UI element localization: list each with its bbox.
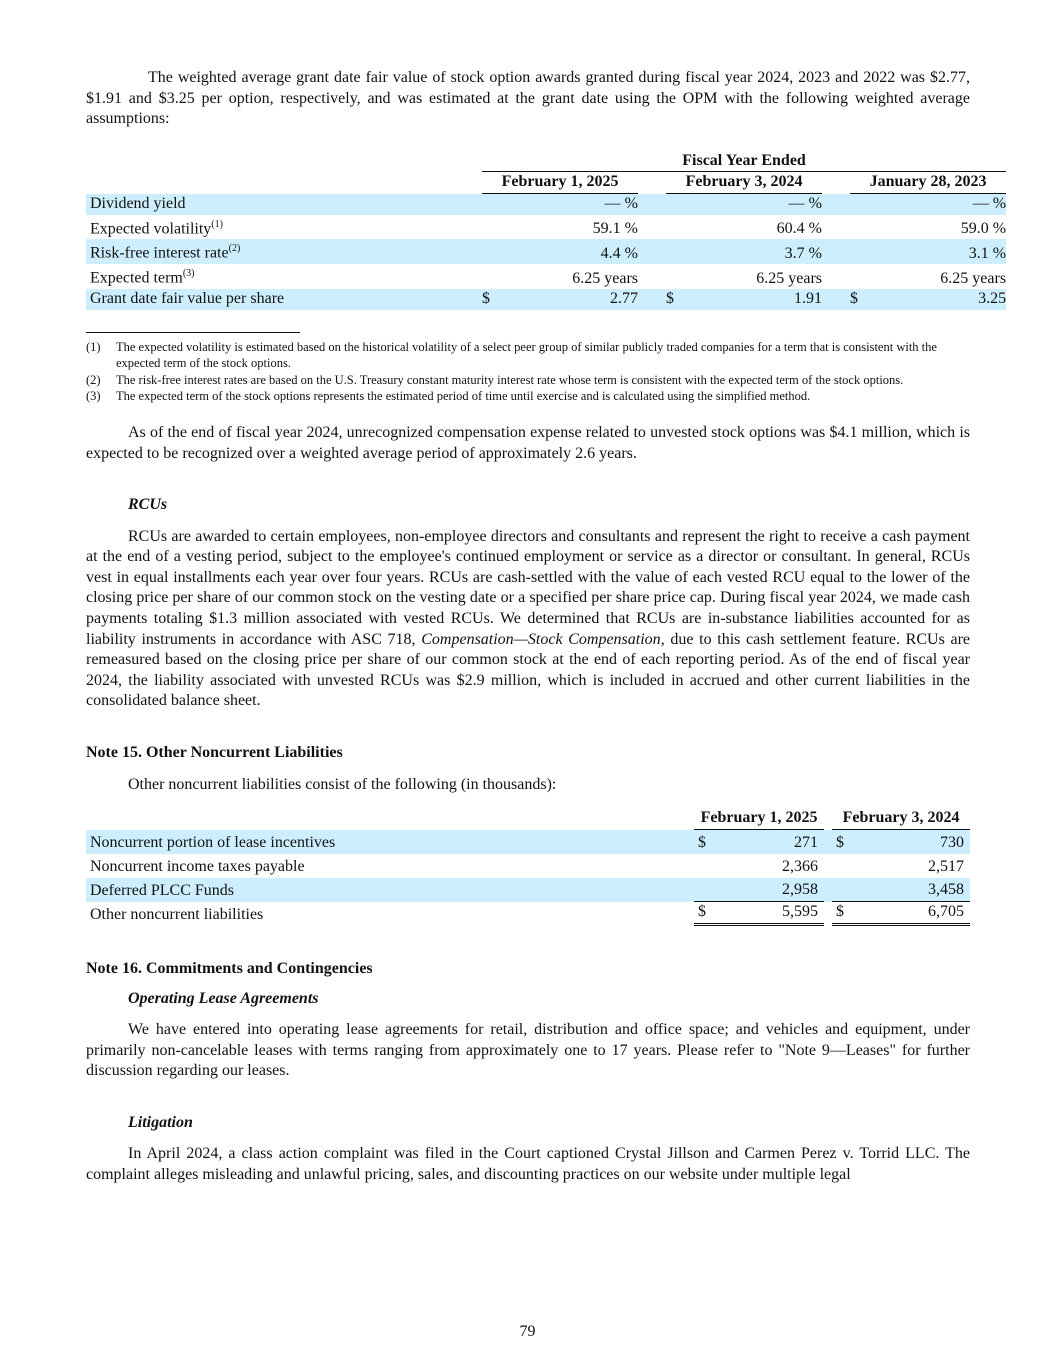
cell-value: 60.4 % bbox=[776, 219, 822, 237]
row-label: Noncurrent income taxes payable bbox=[90, 858, 305, 876]
document-page bbox=[86, 68, 1007, 1186]
cell-value: 2,366 bbox=[782, 858, 818, 876]
row-label: Expected term bbox=[90, 269, 183, 287]
cell-value: 6,705 bbox=[854, 902, 970, 926]
page-number: 79 bbox=[519, 1323, 536, 1340]
cell-value: — % bbox=[870, 194, 1006, 215]
cell-value: — % bbox=[686, 194, 822, 215]
cell-value: 2,958 bbox=[716, 878, 824, 902]
footnote: (3) The expected term of the stock options represents the estimated period of time until exercise and is calculated using the simplified method. bbox=[86, 389, 811, 404]
cell-value: 730 bbox=[854, 830, 970, 854]
table-row bbox=[86, 902, 970, 926]
row-label: Other noncurrent liabilities bbox=[90, 906, 264, 924]
intro-paragraph: The weighted average grant date fair value of stock option awards granted during fiscal year 2024, 2023 and 2022 was $2.77, $1.91 and $3.25 per option, respectively, and was estimated at the grant date using the OPM with the following weighted average assumptions: bbox=[86, 69, 970, 128]
currency-symbol: $ bbox=[694, 902, 716, 926]
row-label: Deferred PLCC Funds bbox=[86, 878, 694, 902]
footnote-ref: (1) bbox=[211, 218, 223, 230]
cell-value: 59.0 % bbox=[960, 219, 1007, 237]
table-row bbox=[86, 854, 970, 878]
unrecognized-expense-paragraph: As of the end of fiscal year 2024, unrecognized compensation expense related to unvested stock options was $4.1 million, which is expected to be recognized over a weighted average period of approximately 2.6 years. bbox=[86, 423, 970, 462]
cell-value: 6.25 years bbox=[940, 269, 1007, 287]
table-row bbox=[86, 239, 1006, 264]
table-row bbox=[86, 215, 1006, 240]
cell-value: 59.1 % bbox=[592, 219, 638, 237]
footnote-divider bbox=[86, 332, 300, 333]
footnote: (2) The risk-free interest rates are based on the U.S. Treasury constant maturity interest rate whose term is consistent with the expected term of the stock options. bbox=[86, 372, 904, 387]
rcus-heading: RCUs bbox=[128, 496, 168, 514]
currency-symbol: $ bbox=[832, 902, 854, 926]
table-row bbox=[86, 264, 1006, 289]
cell-value: 2,517 bbox=[928, 858, 964, 876]
row-label: Noncurrent portion of lease incentives bbox=[86, 830, 694, 854]
note-16-heading: Note 16. Commitments and Contingencies bbox=[86, 959, 373, 977]
litigation-heading: Litigation bbox=[128, 1113, 193, 1131]
table-row bbox=[86, 289, 1006, 310]
cell-value: 4.4 % bbox=[502, 239, 638, 264]
currency-symbol: $ bbox=[666, 289, 686, 310]
column-header: January 28, 2023 bbox=[850, 172, 1006, 194]
operating-lease-paragraph: We have entered into operating lease agreements for retail, distribution and office space; and vehicles and equipment, under primarily non-cancelable leases with terms ranging from approximately one to 17 years. Please refer to "Note 9—Leases" for further discussion regarding our leases. bbox=[86, 1021, 970, 1080]
column-header: February 1, 2025 bbox=[482, 172, 638, 194]
rcus-paragraph: RCUs are awarded to certain employees, non-employee directors and consultants and represent the right to receive a cash payment at the end of a vesting period, subject to the employee's continued employment or service as a director or consultant. In general, RCUs vest in equal installments each year over four years. RCUs are cash-settled with the value of each vested RCU equal to the lower of the closing price per share of our common stock on the vesting date or a specified per share price cap. During fiscal year 2024, we made cash payments totaling $1.3 million associated with vested RCUs. We determined that RCUs are in-substance liabilities accounted for as liability instruments in accordance with ASC 718, Compensation—Stock Compensation, due to this cash settlement feature. RCUs are remeasured based on the closing price per share of our common stock at the end of each reporting period. As of the end of fiscal year 2024, the liability associated with unvested RCUs was $2.9 million, which is included in accrued and other current liabilities in the consolidated balance sheet. bbox=[86, 527, 970, 710]
row-label: Grant date fair value per share bbox=[86, 289, 482, 310]
column-header: February 1, 2025 bbox=[694, 808, 824, 830]
row-label: Dividend yield bbox=[86, 194, 482, 215]
cell-value: 271 bbox=[716, 830, 824, 854]
note-15-heading: Note 15. Other Noncurrent Liabilities bbox=[86, 744, 343, 762]
note-15-intro: Other noncurrent liabilities consist of the following (in thousands): bbox=[128, 775, 557, 793]
operating-lease-heading: Operating Lease Agreements bbox=[128, 990, 319, 1008]
column-header: February 3, 2024 bbox=[666, 172, 822, 194]
row-label: Risk-free interest rate bbox=[90, 244, 229, 262]
footnote-ref: (3) bbox=[182, 268, 195, 280]
noncurrent-liabilities-table bbox=[86, 808, 970, 926]
cell-value: 3.25 bbox=[870, 289, 1006, 310]
currency-symbol: $ bbox=[482, 289, 502, 310]
currency-symbol: $ bbox=[832, 830, 854, 854]
litigation-paragraph: In April 2024, a class action complaint was filed in the Court captioned Crystal Jillson and Carmen Perez v. Torrid LLC. The complaint alleges misleading and unlawful pricing, sales, and discounting practices on our website under multiple legal bbox=[86, 1145, 970, 1183]
fiscal-year-ended-header: Fiscal Year Ended bbox=[482, 151, 1006, 173]
footnote: (1) The expected volatility is estimated based on the historical volatility of a select peer group of similar publicly traded companies for a term that is consistent with the expected term of the stock options. bbox=[86, 339, 937, 371]
currency-symbol: $ bbox=[850, 289, 870, 310]
cell-value: 6.25 years bbox=[572, 269, 638, 287]
column-header: February 3, 2024 bbox=[832, 808, 970, 830]
opm-assumptions-table bbox=[86, 151, 1006, 310]
cell-value: — % bbox=[502, 194, 638, 215]
table-row bbox=[86, 830, 970, 854]
cell-value: 1.91 bbox=[686, 289, 822, 310]
cell-value: 6.25 years bbox=[756, 269, 822, 287]
currency-symbol: $ bbox=[694, 830, 716, 854]
asc-topic-title: Compensation—Stock Compensation bbox=[421, 630, 661, 648]
cell-value: 3,458 bbox=[854, 878, 970, 902]
cell-value: 3.7 % bbox=[686, 239, 822, 264]
table-row bbox=[86, 878, 970, 902]
row-label: Expected volatility bbox=[90, 219, 212, 237]
footnote-ref: (2) bbox=[228, 243, 241, 255]
cell-value: 3.1 % bbox=[870, 239, 1006, 264]
cell-value: 2.77 bbox=[502, 289, 638, 310]
table-row bbox=[86, 194, 1006, 215]
cell-value: 5,595 bbox=[716, 902, 824, 926]
